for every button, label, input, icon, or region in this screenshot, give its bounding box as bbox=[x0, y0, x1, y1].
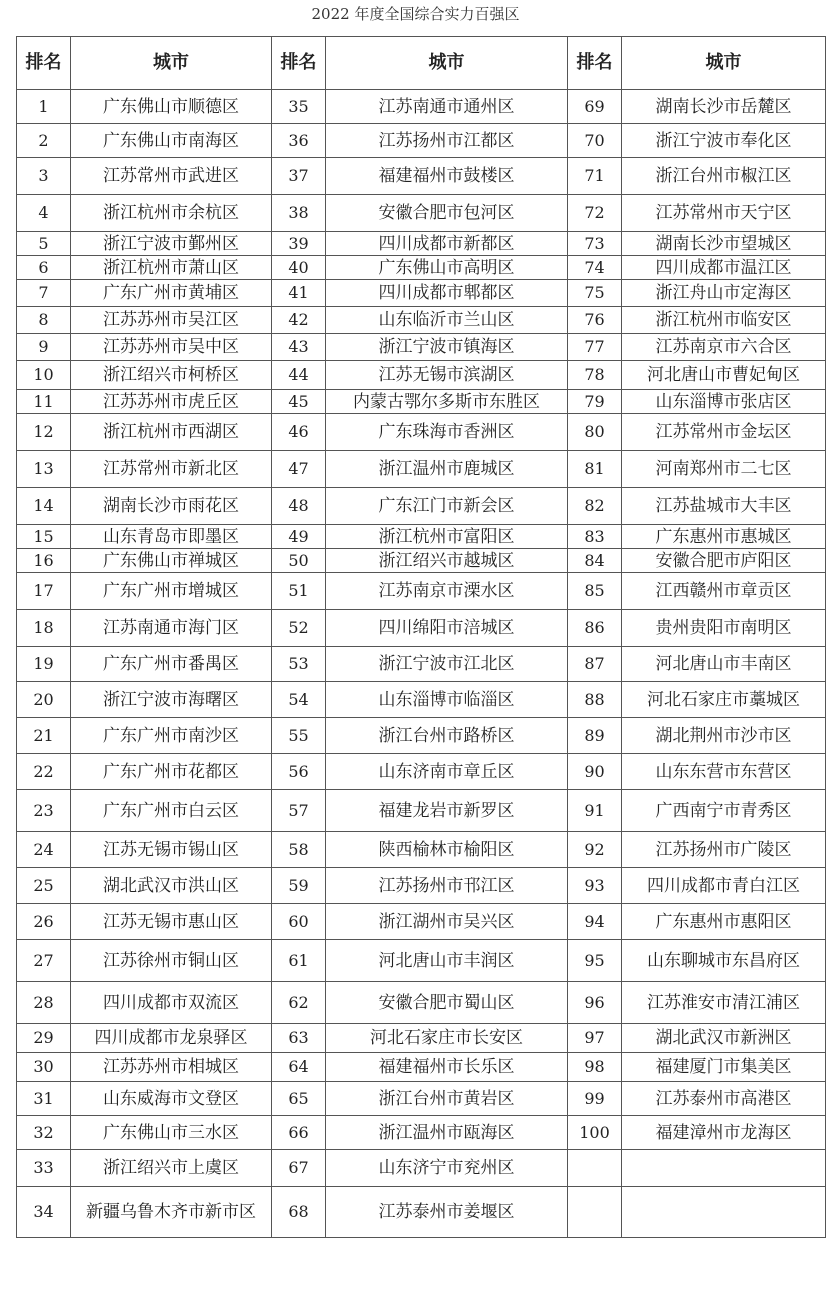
city-cell: 江苏常州市新北区 bbox=[71, 451, 272, 488]
city-cell: 陕西榆林市榆阳区 bbox=[326, 832, 568, 868]
rank-cell: 22 bbox=[17, 754, 71, 790]
city-cell: 江苏南京市六合区 bbox=[622, 334, 826, 361]
rank-header: 排名 bbox=[568, 37, 622, 90]
table-row bbox=[17, 868, 826, 904]
city-cell: 浙江杭州市西湖区 bbox=[71, 414, 272, 451]
city-cell: 浙江台州市椒江区 bbox=[622, 158, 826, 195]
city-cell: 浙江绍兴市柯桥区 bbox=[71, 361, 272, 390]
rank-cell: 8 bbox=[17, 307, 71, 334]
rank-cell: 78 bbox=[568, 361, 622, 390]
city-cell: 江苏无锡市惠山区 bbox=[71, 904, 272, 940]
rank-cell: 13 bbox=[17, 451, 71, 488]
rank-cell: 74 bbox=[568, 256, 622, 280]
rank-cell: 20 bbox=[17, 682, 71, 718]
city-cell: 江苏苏州市吴中区 bbox=[71, 334, 272, 361]
city-cell: 江苏扬州市邗江区 bbox=[326, 868, 568, 904]
rank-cell: 25 bbox=[17, 868, 71, 904]
city-cell: 江苏淮安市清江浦区 bbox=[622, 982, 826, 1024]
city-cell: 安徽合肥市包河区 bbox=[326, 195, 568, 232]
city-cell: 四川成都市龙泉驿区 bbox=[71, 1024, 272, 1053]
rank-cell: 54 bbox=[272, 682, 326, 718]
city-cell: 河北唐山市丰润区 bbox=[326, 940, 568, 982]
rank-cell: 87 bbox=[568, 647, 622, 682]
rank-cell: 23 bbox=[17, 790, 71, 832]
table-row bbox=[17, 647, 826, 682]
rank-cell: 75 bbox=[568, 280, 622, 307]
rank-cell: 93 bbox=[568, 868, 622, 904]
rank-cell: 48 bbox=[272, 488, 326, 525]
rank-cell: 89 bbox=[568, 718, 622, 754]
city-cell: 广东江门市新会区 bbox=[326, 488, 568, 525]
rank-cell: 62 bbox=[272, 982, 326, 1024]
city-cell: 广东佛山市顺德区 bbox=[71, 90, 272, 124]
rank-cell: 73 bbox=[568, 232, 622, 256]
rank-cell: 82 bbox=[568, 488, 622, 525]
city-cell: 江西赣州市章贡区 bbox=[622, 573, 826, 610]
city-header: 城市 bbox=[622, 37, 826, 90]
city-cell: 江苏南京市溧水区 bbox=[326, 573, 568, 610]
rank-cell: 24 bbox=[17, 832, 71, 868]
table-row bbox=[17, 940, 826, 982]
rank-cell: 53 bbox=[272, 647, 326, 682]
table-row bbox=[17, 549, 826, 573]
city-cell: 湖南长沙市望城区 bbox=[622, 232, 826, 256]
rank-cell: 36 bbox=[272, 124, 326, 158]
city-cell: 浙江杭州市富阳区 bbox=[326, 525, 568, 549]
city-cell: 江苏常州市武进区 bbox=[71, 158, 272, 195]
city-cell: 广东广州市白云区 bbox=[71, 790, 272, 832]
table-row bbox=[17, 1187, 826, 1238]
city-cell: 山东临沂市兰山区 bbox=[326, 307, 568, 334]
rank-cell: 31 bbox=[17, 1082, 71, 1116]
city-cell: 江苏常州市金坛区 bbox=[622, 414, 826, 451]
city-cell: 湖北武汉市新洲区 bbox=[622, 1024, 826, 1053]
table-row bbox=[17, 1082, 826, 1116]
rank-cell: 6 bbox=[17, 256, 71, 280]
rank-cell: 14 bbox=[17, 488, 71, 525]
rank-cell: 71 bbox=[568, 158, 622, 195]
city-cell: 湖北武汉市洪山区 bbox=[71, 868, 272, 904]
rank-cell: 77 bbox=[568, 334, 622, 361]
table-row bbox=[17, 1116, 826, 1150]
rank-cell: 55 bbox=[272, 718, 326, 754]
city-cell: 河北唐山市丰南区 bbox=[622, 647, 826, 682]
city-cell: 广东广州市黄埔区 bbox=[71, 280, 272, 307]
rank-cell: 7 bbox=[17, 280, 71, 307]
city-cell: 河北石家庄市藁城区 bbox=[622, 682, 826, 718]
city-cell: 广东惠州市惠阳区 bbox=[622, 904, 826, 940]
table-row bbox=[17, 610, 826, 647]
city-cell: 浙江温州市鹿城区 bbox=[326, 451, 568, 488]
rank-cell: 29 bbox=[17, 1024, 71, 1053]
rank-cell: 15 bbox=[17, 525, 71, 549]
table-row bbox=[17, 334, 826, 361]
rank-cell: 49 bbox=[272, 525, 326, 549]
city-cell: 广东佛山市高明区 bbox=[326, 256, 568, 280]
rank-cell: 97 bbox=[568, 1024, 622, 1053]
city-cell: 浙江绍兴市越城区 bbox=[326, 549, 568, 573]
rank-cell: 27 bbox=[17, 940, 71, 982]
rank-cell: 67 bbox=[272, 1150, 326, 1187]
rank-cell: 34 bbox=[17, 1187, 71, 1238]
city-cell: 贵州贵阳市南明区 bbox=[622, 610, 826, 647]
rank-cell: 66 bbox=[272, 1116, 326, 1150]
rank-cell: 79 bbox=[568, 390, 622, 414]
rank-cell: 33 bbox=[17, 1150, 71, 1187]
city-cell: 山东聊城市东昌府区 bbox=[622, 940, 826, 982]
rank-cell: 85 bbox=[568, 573, 622, 610]
rank-cell: 45 bbox=[272, 390, 326, 414]
rank-cell: 96 bbox=[568, 982, 622, 1024]
city-cell: 广东惠州市惠城区 bbox=[622, 525, 826, 549]
rank-cell: 86 bbox=[568, 610, 622, 647]
city-cell: 福建龙岩市新罗区 bbox=[326, 790, 568, 832]
city-cell: 江苏南通市通州区 bbox=[326, 90, 568, 124]
rank-cell: 30 bbox=[17, 1053, 71, 1082]
city-cell: 浙江杭州市余杭区 bbox=[71, 195, 272, 232]
table-row bbox=[17, 232, 826, 256]
rank-cell: 43 bbox=[272, 334, 326, 361]
rank-cell: 72 bbox=[568, 195, 622, 232]
rank-cell: 57 bbox=[272, 790, 326, 832]
rank-cell: 46 bbox=[272, 414, 326, 451]
rank-cell: 68 bbox=[272, 1187, 326, 1238]
city-cell: 江苏徐州市铜山区 bbox=[71, 940, 272, 982]
rank-cell: 44 bbox=[272, 361, 326, 390]
city-cell: 四川绵阳市涪城区 bbox=[326, 610, 568, 647]
rank-cell: 11 bbox=[17, 390, 71, 414]
rank-cell: 26 bbox=[17, 904, 71, 940]
table-row bbox=[17, 832, 826, 868]
rank-cell: 28 bbox=[17, 982, 71, 1024]
rank-cell: 9 bbox=[17, 334, 71, 361]
rank-cell: 69 bbox=[568, 90, 622, 124]
city-cell: 山东威海市文登区 bbox=[71, 1082, 272, 1116]
rank-cell: 98 bbox=[568, 1053, 622, 1082]
table-row bbox=[17, 390, 826, 414]
rank-cell: 81 bbox=[568, 451, 622, 488]
rank-cell: 88 bbox=[568, 682, 622, 718]
city-cell: 江苏无锡市锡山区 bbox=[71, 832, 272, 868]
rank-cell: 91 bbox=[568, 790, 622, 832]
city-cell: 江苏泰州市姜堰区 bbox=[326, 1187, 568, 1238]
rank-cell: 80 bbox=[568, 414, 622, 451]
table-row bbox=[17, 488, 826, 525]
city-cell: 浙江舟山市定海区 bbox=[622, 280, 826, 307]
table-row bbox=[17, 1024, 826, 1053]
rank-cell: 52 bbox=[272, 610, 326, 647]
city-cell: 浙江杭州市萧山区 bbox=[71, 256, 272, 280]
city-cell: 浙江宁波市江北区 bbox=[326, 647, 568, 682]
city-cell: 江苏苏州市虎丘区 bbox=[71, 390, 272, 414]
rank-cell: 50 bbox=[272, 549, 326, 573]
city-cell: 湖北荆州市沙市区 bbox=[622, 718, 826, 754]
city-header: 城市 bbox=[71, 37, 272, 90]
city-cell: 浙江湖州市吴兴区 bbox=[326, 904, 568, 940]
city-cell: 浙江台州市黄岩区 bbox=[326, 1082, 568, 1116]
city-cell: 江苏扬州市广陵区 bbox=[622, 832, 826, 868]
city-cell: 广东广州市番禺区 bbox=[71, 647, 272, 682]
rank-cell: 3 bbox=[17, 158, 71, 195]
rank-cell: 61 bbox=[272, 940, 326, 982]
rank-header: 排名 bbox=[17, 37, 71, 90]
rank-cell: 2 bbox=[17, 124, 71, 158]
table-row bbox=[17, 158, 826, 195]
table-row bbox=[17, 982, 826, 1024]
table-row bbox=[17, 414, 826, 451]
rank-cell: 40 bbox=[272, 256, 326, 280]
city-cell: 浙江杭州市临安区 bbox=[622, 307, 826, 334]
rank-cell: 60 bbox=[272, 904, 326, 940]
rank-cell: 17 bbox=[17, 573, 71, 610]
city-cell: 广东广州市增城区 bbox=[71, 573, 272, 610]
page-title: 2022 年度全国综合实力百强区 bbox=[311, 5, 520, 23]
rank-cell: 51 bbox=[272, 573, 326, 610]
table-row bbox=[17, 790, 826, 832]
cropped-caption bbox=[0, 1292, 831, 1306]
rank-cell: 90 bbox=[568, 754, 622, 790]
rank-cell: 58 bbox=[272, 832, 326, 868]
city-cell: 河北石家庄市长安区 bbox=[326, 1024, 568, 1053]
city-cell: 安徽合肥市庐阳区 bbox=[622, 549, 826, 573]
city-cell: 浙江宁波市鄞州区 bbox=[71, 232, 272, 256]
table-row bbox=[17, 307, 826, 334]
table-row bbox=[17, 280, 826, 307]
rank-cell: 70 bbox=[568, 124, 622, 158]
rank-cell: 94 bbox=[568, 904, 622, 940]
table-row bbox=[17, 124, 826, 158]
table-row bbox=[17, 754, 826, 790]
rank-header: 排名 bbox=[272, 37, 326, 90]
rank-cell: 16 bbox=[17, 549, 71, 573]
city-cell: 湖南长沙市雨花区 bbox=[71, 488, 272, 525]
city-cell: 山东青岛市即墨区 bbox=[71, 525, 272, 549]
table-row bbox=[17, 1150, 826, 1187]
city-cell: 四川成都市双流区 bbox=[71, 982, 272, 1024]
table-row bbox=[17, 256, 826, 280]
rank-cell: 95 bbox=[568, 940, 622, 982]
table-row bbox=[17, 718, 826, 754]
city-cell: 江苏常州市天宁区 bbox=[622, 195, 826, 232]
city-cell: 浙江温州市瓯海区 bbox=[326, 1116, 568, 1150]
rank-cell: 19 bbox=[17, 647, 71, 682]
city-cell: 浙江宁波市海曙区 bbox=[71, 682, 272, 718]
rank-cell: 76 bbox=[568, 307, 622, 334]
city-cell: 浙江绍兴市上虞区 bbox=[71, 1150, 272, 1187]
city-cell: 四川成都市温江区 bbox=[622, 256, 826, 280]
rank-cell: 41 bbox=[272, 280, 326, 307]
rank-cell: 64 bbox=[272, 1053, 326, 1082]
rank-cell: 63 bbox=[272, 1024, 326, 1053]
rank-cell: 84 bbox=[568, 549, 622, 573]
city-cell: 湖南长沙市岳麓区 bbox=[622, 90, 826, 124]
city-header: 城市 bbox=[326, 37, 568, 90]
city-cell: 江苏泰州市高港区 bbox=[622, 1082, 826, 1116]
rank-cell: 5 bbox=[17, 232, 71, 256]
city-cell: 广东珠海市香洲区 bbox=[326, 414, 568, 451]
table-row bbox=[17, 195, 826, 232]
city-cell: 福建漳州市龙海区 bbox=[622, 1116, 826, 1150]
city-cell: 江苏苏州市吴江区 bbox=[71, 307, 272, 334]
city-cell: 山东济南市章丘区 bbox=[326, 754, 568, 790]
city-cell: 浙江台州市路桥区 bbox=[326, 718, 568, 754]
rank-cell: 92 bbox=[568, 832, 622, 868]
rank-cell: 18 bbox=[17, 610, 71, 647]
city-cell: 山东东营市东营区 bbox=[622, 754, 826, 790]
city-cell: 江苏盐城市大丰区 bbox=[622, 488, 826, 525]
rank-cell bbox=[568, 1187, 622, 1238]
table-row bbox=[17, 525, 826, 549]
table-row bbox=[17, 904, 826, 940]
rank-cell: 1 bbox=[17, 90, 71, 124]
city-cell: 江苏扬州市江都区 bbox=[326, 124, 568, 158]
city-cell: 福建福州市鼓楼区 bbox=[326, 158, 568, 195]
rank-cell: 4 bbox=[17, 195, 71, 232]
city-cell: 新疆乌鲁木齐市新市区 bbox=[71, 1187, 272, 1238]
city-cell: 福建福州市长乐区 bbox=[326, 1053, 568, 1082]
table-row bbox=[17, 682, 826, 718]
table-header-row bbox=[17, 37, 826, 90]
city-cell: 广东佛山市三水区 bbox=[71, 1116, 272, 1150]
city-cell bbox=[622, 1187, 826, 1238]
rank-cell: 99 bbox=[568, 1082, 622, 1116]
rank-cell: 39 bbox=[272, 232, 326, 256]
city-cell: 四川成都市郫都区 bbox=[326, 280, 568, 307]
city-cell: 河北唐山市曹妃甸区 bbox=[622, 361, 826, 390]
rank-cell: 37 bbox=[272, 158, 326, 195]
city-cell: 福建厦门市集美区 bbox=[622, 1053, 826, 1082]
city-cell: 山东济宁市兖州区 bbox=[326, 1150, 568, 1187]
rank-cell: 38 bbox=[272, 195, 326, 232]
rank-cell: 65 bbox=[272, 1082, 326, 1116]
city-cell: 四川成都市青白江区 bbox=[622, 868, 826, 904]
city-cell: 四川成都市新都区 bbox=[326, 232, 568, 256]
rank-cell: 56 bbox=[272, 754, 326, 790]
city-cell: 浙江宁波市镇海区 bbox=[326, 334, 568, 361]
ranking-table bbox=[16, 36, 826, 1238]
city-cell: 广东广州市花都区 bbox=[71, 754, 272, 790]
city-cell: 山东淄博市张店区 bbox=[622, 390, 826, 414]
city-cell: 广东广州市南沙区 bbox=[71, 718, 272, 754]
table-row bbox=[17, 361, 826, 390]
city-cell: 江苏南通市海门区 bbox=[71, 610, 272, 647]
rank-cell: 32 bbox=[17, 1116, 71, 1150]
city-cell bbox=[622, 1150, 826, 1187]
city-cell: 广西南宁市青秀区 bbox=[622, 790, 826, 832]
rank-cell: 12 bbox=[17, 414, 71, 451]
city-cell: 江苏无锡市滨湖区 bbox=[326, 361, 568, 390]
rank-cell: 35 bbox=[272, 90, 326, 124]
rank-cell: 83 bbox=[568, 525, 622, 549]
table-row bbox=[17, 1053, 826, 1082]
city-cell: 山东淄博市临淄区 bbox=[326, 682, 568, 718]
rank-cell: 100 bbox=[568, 1116, 622, 1150]
city-cell: 江苏苏州市相城区 bbox=[71, 1053, 272, 1082]
city-cell: 广东佛山市禅城区 bbox=[71, 549, 272, 573]
table-row bbox=[17, 90, 826, 124]
city-cell: 浙江宁波市奉化区 bbox=[622, 124, 826, 158]
city-cell: 河南郑州市二七区 bbox=[622, 451, 826, 488]
rank-cell: 10 bbox=[17, 361, 71, 390]
rank-cell: 21 bbox=[17, 718, 71, 754]
city-cell: 内蒙古鄂尔多斯市东胜区 bbox=[326, 390, 568, 414]
rank-cell bbox=[568, 1150, 622, 1187]
rank-cell: 42 bbox=[272, 307, 326, 334]
rank-cell: 47 bbox=[272, 451, 326, 488]
rank-cell: 59 bbox=[272, 868, 326, 904]
city-cell: 安徽合肥市蜀山区 bbox=[326, 982, 568, 1024]
table-row bbox=[17, 451, 826, 488]
table-row bbox=[17, 573, 826, 610]
city-cell: 广东佛山市南海区 bbox=[71, 124, 272, 158]
